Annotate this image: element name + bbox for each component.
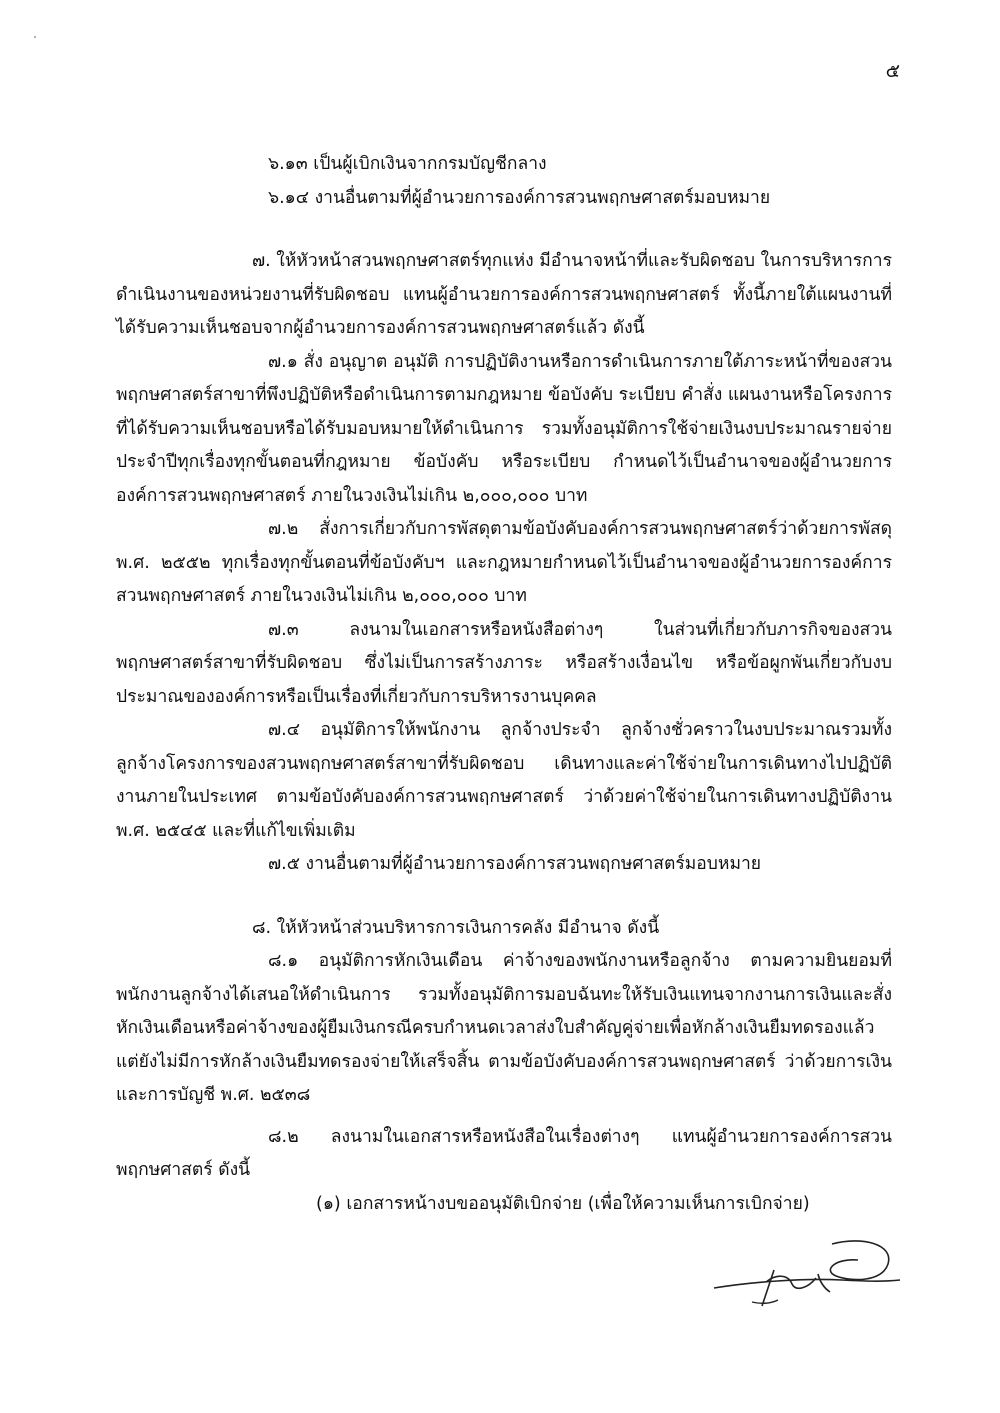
item-7-5-paragraph: ๗.๕ งานอื่นตามที่ผู้อำนวยการองค์การสวนพฤกษศาสตร์มอบหมาย bbox=[268, 854, 762, 874]
scan-speck bbox=[34, 36, 36, 38]
item-7-2-paragraph: ๗.๒ สั่งการเกี่ยวกับการพัสดุตามข้อบังคับองค์การสวนพฤกษศาสตร์ว่าด้วยการพัสดุ พ.ศ. ๒๕๕๒ ทุกเรื่องทุกขั้นตอนที่ข้อบังคับฯ และกฎหมายกำหนดไว้เป็นอำนาจของผู้อำนวยการองค์การสวนพฤกษศาสตร์ ภายในวงเงินไม่เกิน ๒,๐๐๐,๐๐๐ บาท bbox=[116, 519, 892, 606]
spacer bbox=[116, 882, 892, 912]
page-number: ๕ bbox=[885, 60, 900, 82]
spacer bbox=[116, 215, 892, 245]
document-body bbox=[116, 148, 892, 1221]
item-8-2-1-line: (๑) เอกสารหน้างบขออนุมัติเบิกจ่าย (เพื่อให้ความเห็นการเบิกจ่าย) bbox=[316, 1193, 810, 1214]
section-8-paragraph: ๘. ให้หัวหน้าส่วนบริหารการเงินการคลัง มีอำนาจ ดังนี้ bbox=[252, 917, 660, 938]
signature-mark bbox=[712, 1230, 902, 1320]
item-7-1-paragraph: ๗.๑ สั่ง อนุญาต อนุมัติ การปฏิบัติงานหรือการดำเนินการภายใต้ภาระหน้าที่ของสวนพฤกษศาสตร์สาขาที่พึงปฏิบัติหรือดำเนินการตามกฎหมาย ข้อบังคับ ระเบียบ คำสั่ง แผนงานหรือโครงการที่ได้รับความเห็นชอบหรือได้รับมอบหมายให้ดำเนินการ รวมทั้งอนุมัติการใช้จ่ายเงินงบประมาณรายจ่ายประจำปีทุกเรื่องทุกขั้นตอนที่กฎหมาย ข้อบังคับ หรือระเบียบ กำหนดไว้เป็นอำนาจของผู้อำนวยการองค์การสวนพฤกษศาสตร์ ภายในวงเงินไม่เกิน ๒,๐๐๐,๐๐๐ บาท bbox=[116, 351, 892, 506]
item-8-2-paragraph: ๘.๒ ลงนามในเอกสารหรือหนังสือในเรื่องต่างๆ แทนผู้อำนวยการองค์การสวนพฤกษศาสตร์ ดังนี้ bbox=[116, 1126, 892, 1180]
section-7-paragraph: ๗. ให้หัวหน้าสวนพฤกษศาสตร์ทุกแห่ง มีอำนาจหน้าที่และรับผิดชอบ ในการบริหารการดำเนินงานของหน่วยงานที่รับผิดชอบ แทนผู้อำนวยการองค์การสวนพฤกษศาสตร์ ทั้งนี้ภายใต้แผนงานที่ได้รับความเห็นชอบจากผู้อำนวยการองค์การสวนพฤกษศาสตร์แล้ว ดังนี้ bbox=[116, 251, 893, 338]
item-7-3-paragraph: ๗.๓ ลงนามในเอกสารหรือหนังสือต่างๆ ในส่วนที่เกี่ยวกับภารกิจของสวนพฤกษศาสตร์สาขาที่รับผิดชอบ ซึ่งไม่เป็นการสร้างภาระ หรือสร้างเงื่อนไข หรือข้อผูกพันเกี่ยวกับงบประมาณขององค์การหรือเป็นเรื่องที่เกี่ยวกับการบริหารงานบุคคล bbox=[116, 619, 892, 707]
item-7-4-paragraph: ๗.๔ อนุมัติการให้พนักงาน ลูกจ้างประจำ ลูกจ้างชั่วคราวในงบประมาณรวมทั้งลูกจ้างโครงการของสวนพฤกษศาสตร์สาขาที่รับผิดชอบ เดินทางและค่าใช้จ่ายในการเดินทางไปปฏิบัติงานภายในประเทศ ตามข้อบังคับองค์การสวนพฤกษศาสตร์ ว่าด้วยค่าใช้จ่ายในการเดินทางปฏิบัติงาน พ.ศ. ๒๕๔๕ และที่แก้ไขเพิ่มเติม bbox=[116, 720, 892, 841]
item-8-1-paragraph: ๘.๑ อนุมัติการหักเงินเดือน ค่าจ้างของพนักงานหรือลูกจ้าง ตามความยินยอมที่พนักงานลูกจ้างได้เสนอให้ดำเนินการ รวมทั้งอนุมัติการมอบฉันทะให้รับเงินแทนจากงานการเงินและสั่งหักเงินเดือนหรือค่าจ้างของผู้ยืมเงินกรณีครบกำหนดเวลาส่งใบสำคัญคู่จ่ายเพื่อหักล้างเงินยืมทดรองแล้วแต่ยังไม่มีการหักล้างเงินยืมทดรองจ่ายให้เสร็จสิ้น ตามข้อบังคับองค์การสวนพฤกษศาสตร์ ว่าด้วยการเงินและการบัญชี พ.ศ. ๒๕๓๘ bbox=[116, 951, 892, 1105]
spacer bbox=[116, 1113, 892, 1121]
item-6-14: ๖.๑๔ งานอื่นตามที่ผู้อำนวยการองค์การสวนพฤกษศาสตร์มอบหมาย bbox=[268, 187, 771, 208]
item-6-13: ๖.๑๓ เป็นผู้เบิกเงินจากกรมบัญชีกลาง bbox=[268, 154, 547, 174]
